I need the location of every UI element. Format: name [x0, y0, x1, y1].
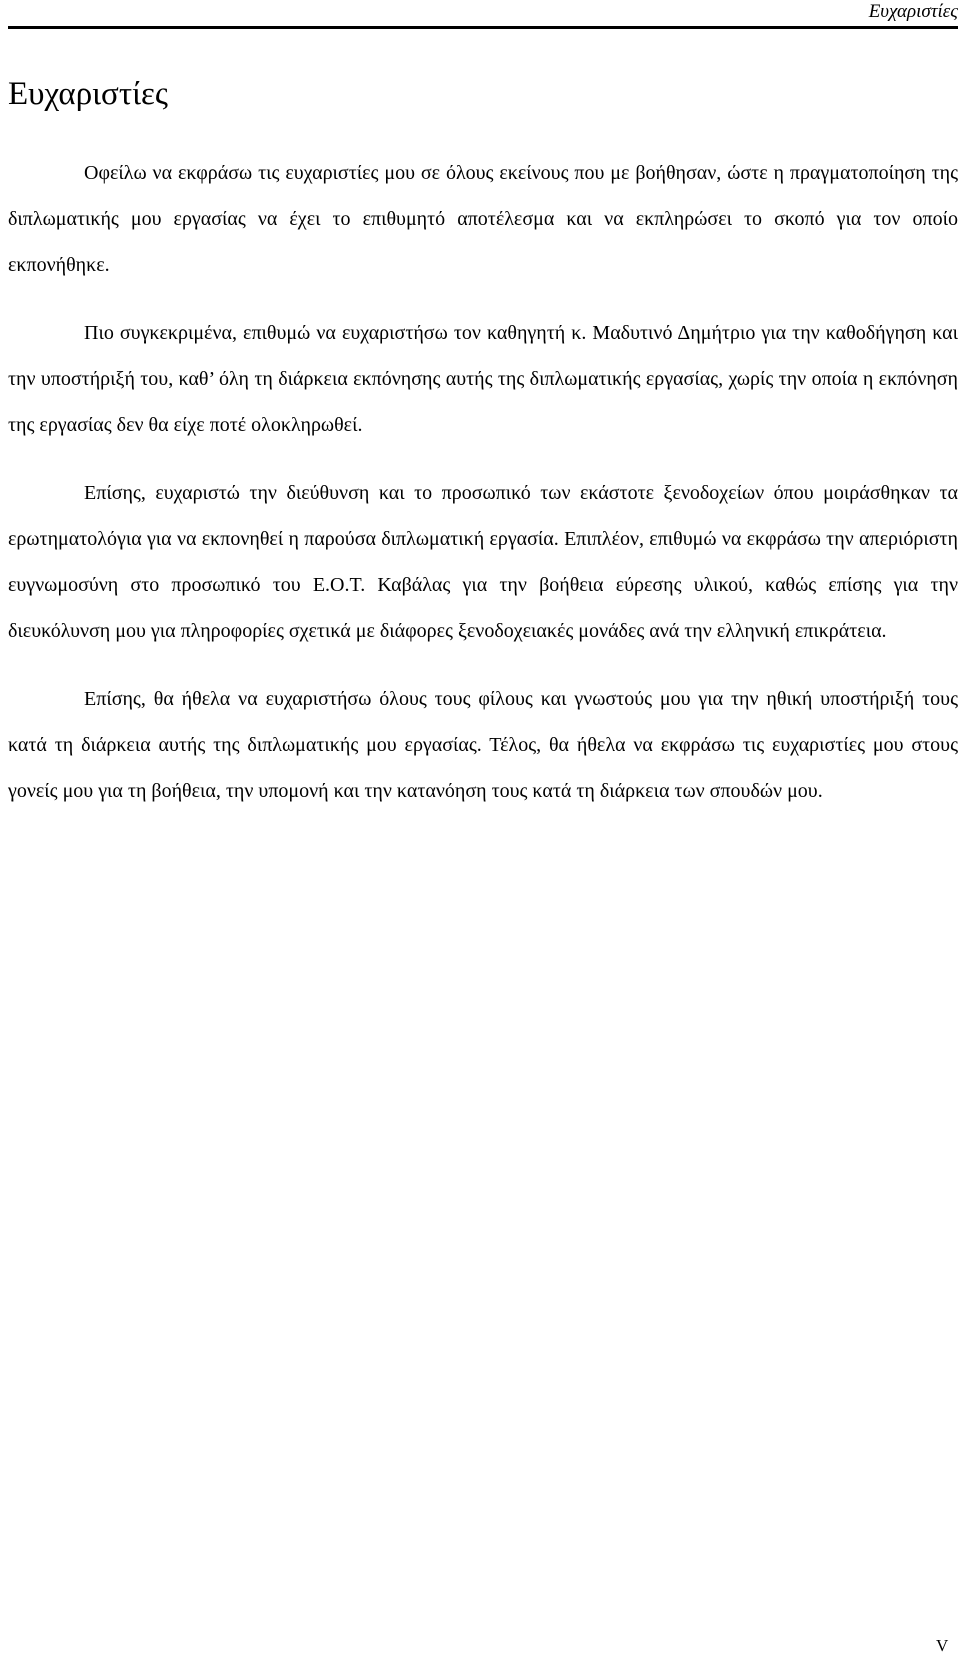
paragraph-3: Επίσης, ευχαριστώ την διεύθυνση και το προσωπικό των εκάστοτε ξενοδοχείων όπου μοιράσθηκαν τα ερωτηματολόγια για να εκπονηθεί η παρούσα διπλωματική εργασία. Επιπλέον, επιθυμώ να εκφράσω την απεριόριστη ευγνωμοσύνη στο προσωπικό του Ε.Ο.Τ. Καβάλας για την βοήθεια εύρεσης υλικού, καθώς επίσης για την διευκόλυνση μου για πληροφορίες σχετικά με διάφορες ξενοδοχειακές μονάδες ανά την ελληνική επικράτεια.: [8, 482, 958, 642]
running-header: [8, 0, 958, 29]
paragraph-1: Οφείλω να εκφράσω τις ευχαριστίες μου σε όλους εκείνους που με βοήθησαν, ώστε η πραγματοποίηση της διπλωματικής μου εργασίας να έχει το επιθυμητό αποτέλεσμα και να εκπληρώσει το σκοπό για τον οποίο εκπονήθηκε.: [8, 162, 958, 276]
acknowledgements-body: [8, 150, 958, 814]
page-number: V: [936, 1636, 949, 1655]
page-title: Ευχαριστίες: [8, 76, 168, 112]
paragraph-2: Πιο συγκεκριμένα, επιθυμώ να ευχαριστήσω τον καθηγητή κ. Μαδυτινό Δημήτριο για την καθοδήγηση και την υποστήριξή του, καθ’ όλη τη διάρκεια εκπόνησης αυτής της διπλωματικής εργασίας, χωρίς την οποία η εκπόνηση της εργασίας δεν θα είχε ποτέ ολοκληρωθεί.: [8, 322, 958, 436]
paragraph-4: Επίσης, θα ήθελα να ευχαριστήσω όλους τους φίλους και γνωστούς μου για την ηθική υποστήριξή τους κατά τη διάρκεια αυτής της διπλωματικής μου εργασίας. Τέλος, θα ήθελα να εκφράσω τις ευχαριστίες μου στους γονείς μου για τη βοήθεια, την υπομονή και την κατανόηση τους κατά τη διάρκεια των σπουδών μου.: [8, 688, 958, 802]
running-header-title: Ευχαριστίες: [868, 1, 958, 22]
